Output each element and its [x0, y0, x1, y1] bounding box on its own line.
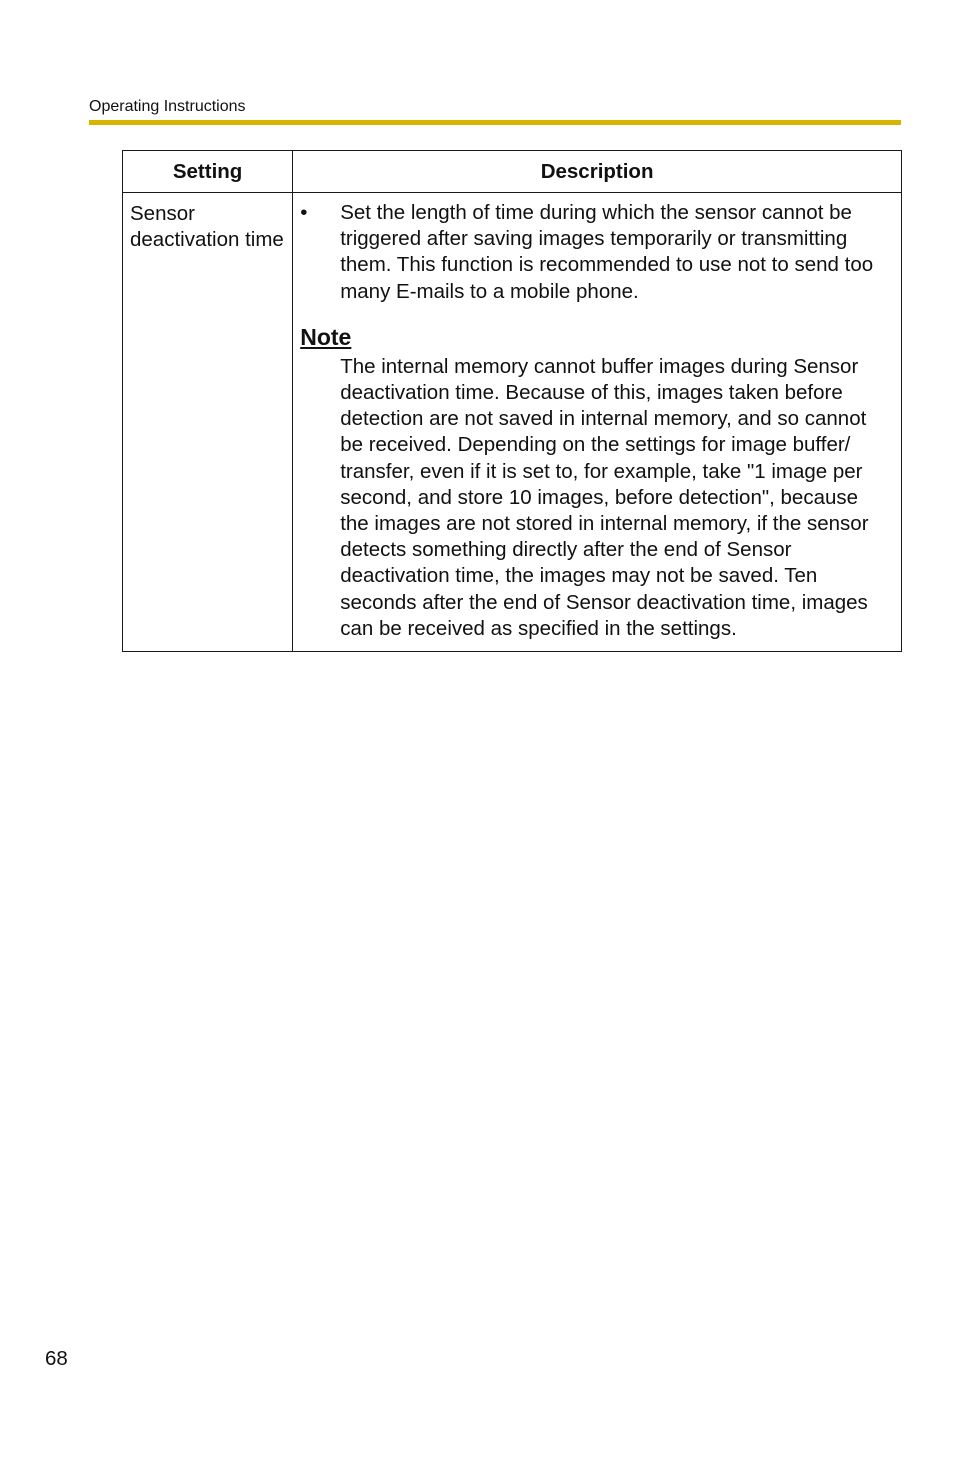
header-rule	[89, 120, 901, 125]
settings-table	[122, 150, 902, 652]
column-header-description: Description	[293, 151, 902, 193]
note-heading: Note	[300, 323, 352, 350]
bullet-icon: •	[300, 201, 308, 224]
page-number: 68	[45, 1347, 68, 1370]
note-text: The internal memory cannot buffer images during Sensor deactivation time. Because of this, images taken before detection are not saved in internal memory, and so cannot be received. Depending on the settings for image buffer/ transfer, even if it is set to, for example, take "1 image per second, and store 10 images, before detection", because the images are not stored in internal memory, if the sensor detects something directly after the end of Sensor deactivation time, the images may not be saved. Ten seconds after the end of Sensor deactivation time, images can be received as specified in the settings.	[340, 354, 869, 640]
table-header-row	[123, 151, 902, 193]
description-cell	[293, 193, 902, 652]
running-header: Operating Instructions	[89, 98, 246, 115]
bullet-text: Set the length of time during which the sensor cannot be triggered after saving images temporarily or transmitting them. This function is recommended to use not to send too many E-mails to a mobile phone.	[340, 201, 874, 303]
bullet-item	[300, 200, 891, 305]
table-row	[123, 193, 902, 652]
column-header-setting: Setting	[123, 151, 293, 193]
setting-name-cell: Sensor deactivation time	[123, 193, 293, 652]
